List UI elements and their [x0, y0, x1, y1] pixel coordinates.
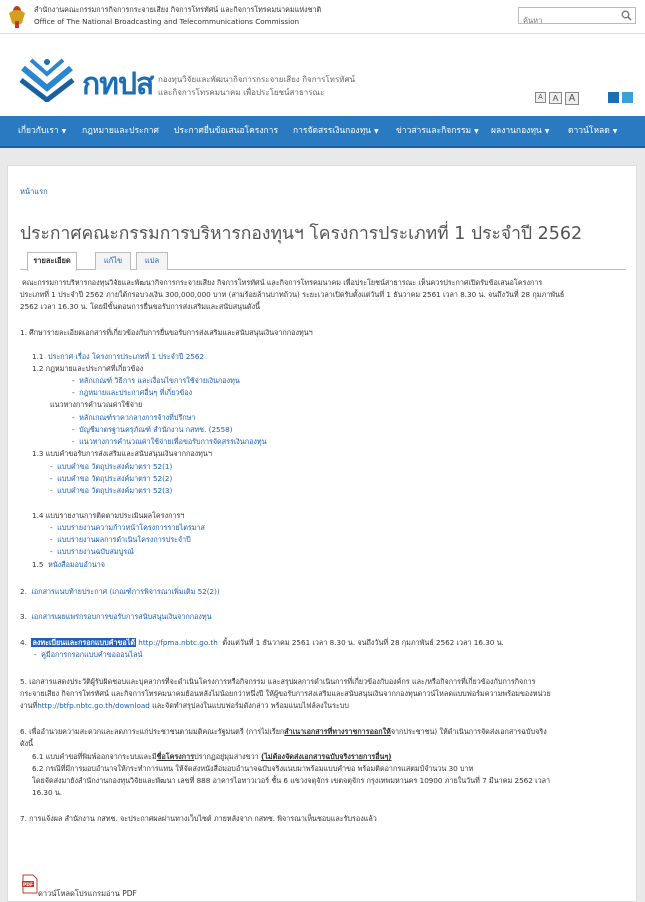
tab-translate[interactable]: แปล	[136, 252, 168, 270]
search-icon[interactable]	[621, 10, 632, 21]
chevron-down-icon: ▼	[61, 128, 67, 135]
section-1-heading: 1. ศึกษารายละเอียดเอกสารที่เกี่ยวข้องกับการยื่นขอรับการส่งเสริมและสนับสนุนเงินจากกองทุนฯ	[20, 328, 313, 337]
intro-line: 2562 เวลา 16.30 น. โดยมีขั้นตอนการยื่นขอรับการส่งเสริมและสนับสนุนดังนี้	[20, 302, 261, 311]
nav-item-works[interactable]: ผลงานกองทุน ▼	[491, 126, 550, 136]
link-form-52-3[interactable]: แบบคำขอ วัตถุประสงค์มาตรา 52(3)	[57, 486, 173, 495]
tab-edit[interactable]: แก้ไข	[95, 252, 131, 270]
list-item: - หลักเกณฑ์ วิธีการ และเงื่อนไขการใช้จ่ายเงินกองทุน	[72, 376, 240, 385]
list-item: - แบบคำขอ วัตถุประสงค์มาตรา 52(2)	[50, 474, 173, 483]
font-small-button[interactable]: A	[535, 92, 546, 103]
tagline-line-2: และกิจการโทรคมนาคม เพื่อประโยชน์สาธารณะ	[158, 88, 325, 97]
garuda-seal-icon	[7, 3, 27, 30]
link-online-manual[interactable]: คู่มือการกรอกแบบคำขอออนไลน์	[41, 650, 143, 659]
site-header	[0, 34, 645, 116]
section-5-line: กระจายเสียง กิจการโทรทัศน์ และกิจการโทรคมนาคมย้อนหลังไม่น้อยกว่าหนึ่งปี ให้ผู้ขอรับการส่งเสริมและสนับสนุนเงินจากกองทุนดาวน์โหลดแบบฟอร์มความพร้อมของหน่วย	[20, 689, 551, 698]
logo-text[interactable]: กทปส	[82, 67, 154, 102]
page-title: ประกาศคณะกรรมการบริหารกองทุนฯ โครงการประเภทที่ 1 ประจำปี 2562	[20, 224, 583, 244]
link-other-laws[interactable]: กฎหมายและประกาศอื่นๆ ที่เกี่ยวข้อง	[79, 388, 193, 397]
link-form-52-1[interactable]: แบบคำขอ วัตถุประสงค์มาตรา 52(1)	[57, 462, 173, 471]
link-power-of-attorney[interactable]: หนังสือมอบอำนาจ	[48, 560, 106, 569]
download-pdf-reader-link[interactable]: ดาวน์โหลดโปรแกรมอ่าน PDF	[38, 889, 137, 898]
chevron-down-icon: ▼	[544, 128, 550, 135]
search-input[interactable]	[519, 13, 619, 28]
link-consultant-price[interactable]: หลักเกณฑ์ราคากลางการจ้างที่ปรึกษา	[79, 413, 196, 422]
nav-item-about[interactable]: เกี่ยวกับเรา ▼	[18, 126, 67, 136]
nav-item-proposal[interactable]: ประกาศยื่นข้อเสนอโครงการ	[174, 126, 279, 136]
link-criteria[interactable]: หลักเกณฑ์ วิธีการ และเงื่อนไขการใช้จ่ายเงินกองทุน	[79, 376, 240, 385]
nav-item-news[interactable]: ข่าวสารและกิจกรรม ▼	[396, 126, 479, 136]
pdf-file-icon[interactable]	[22, 874, 38, 894]
section-7: 7. การแจ้งผล สำนักงาน กสทช. จะประกาศผลผ่านทางเว็บไซต์ ภายหลังจาก กสทช. พิจารณาเห็นชอบและรับรองแล้ว	[20, 814, 377, 823]
item-6-1: 6.1 แบบคำขอที่พิมพ์ออกจากระบบและมีชื่อโครงการปรากฏอยู่มุมล่างขวา (ไม่ต้องจัดส่งเอกสารฉบับจริงรายการอื่นๆ)	[32, 752, 392, 761]
theme-light-blue-button[interactable]	[622, 92, 633, 103]
link-fpma[interactable]: http://fpma.nbtc.go.th	[138, 638, 218, 647]
tab-bar	[20, 252, 626, 270]
theme-switcher	[608, 92, 633, 103]
intro-line: คณะกรรมการบริหารกองทุนวิจัยและพัฒนากิจการกระจายเสียง กิจการโทรทัศน์ และกิจการโทรคมนาคม เพื่อประโยชน์สาธารณะ เห็นควรประกาศเปิดรับข้อเสนอโครงการ	[22, 278, 543, 287]
section-6-line: 6. เพื่ออำนวยความสะดวกและลดภาระแก่ประชาชนตามมติคณะรัฐมนตรี (การไม่เรียกสำเนาเอกสารที่ทางราชการออกให้จากประชาชน) ให้ดำเนินการจัดส่งเอกสารฉบับจริง	[20, 727, 547, 736]
section-3: 3. เอกสารเผยแพร่กรอบการขอรับการสนับสนุนเงินจากกองทุน	[20, 612, 212, 621]
link-announcement[interactable]: ประกาศ เรื่อง โครงการประเภทที่ 1 ประจำปี 2562	[48, 352, 205, 361]
link-report-annual[interactable]: แบบรายงานผลการดำเนินโครงการประจำปี	[57, 535, 191, 544]
list-item: - แบบรายงานผลการดำเนินโครงการประจำปี	[50, 535, 191, 544]
list-item: - แบบคำขอ วัตถุประสงค์มาตรา 52(1)	[50, 462, 173, 471]
list-item: - กฎหมายและประกาศอื่นๆ ที่เกี่ยวข้อง	[72, 388, 193, 397]
section-5-line: 5. เอกสารแสดงประวัติผู้รับผิดชอบและบุคลากรที่จะดำเนินโครงการหรือกิจกรรม และสรุปผลการดำเนินการที่เกี่ยวข้องกับองค์กร และ/หรือกิจการที่เกี่ยวข้องกับการกิจการ	[20, 677, 536, 686]
chevron-down-icon: ▼	[612, 128, 618, 135]
item-1-3: 1.3 แบบคำขอรับการส่งเสริมและสนับสนุนเงินจากกองทุนฯ	[32, 449, 212, 458]
link-attachment[interactable]: เอกสารแนบท้ายประกาศ	[31, 587, 108, 596]
link-register-highlight[interactable]: ลงทะเบียนและกรอกแบบคำขอได้	[32, 638, 135, 647]
section-5-line: งานที่http://btfp.nbtc.go.th/download และจัดทำสรุปลงในแบบฟอร์มดังกล่าว พร้อมแนบไฟล์ลงในระบบ	[20, 701, 349, 710]
top-bar	[0, 0, 645, 34]
intro-line: ประเภทที่ 1 ประจำปี 2562 ภายใต้กรอบวงเงิน 300,000,000 บาท (สามร้อยล้านบาทถ้วน) ระยะเวลาเปิดรับตั้งแต่วันที่ 1 ธันวาคม 2561 เวลา 8.30 น. จนถึงวันที่ 28 กุมภาพันธ์	[20, 290, 565, 299]
theme-dark-blue-button[interactable]	[608, 92, 619, 103]
tab-details[interactable]: รายละเอียด	[27, 252, 77, 271]
link-form-52-2[interactable]: แบบคำขอ วัตถุประสงค์มาตรา 52(2)	[57, 474, 173, 483]
chevron-down-icon: ▼	[474, 128, 479, 135]
font-large-button[interactable]: A	[565, 92, 579, 105]
logo-icon[interactable]	[19, 58, 75, 102]
list-item: - แบบรายงานความก้าวหน้าโครงการรายไตรมาส	[50, 523, 205, 532]
guide-heading: แนวทางการคำนวณค่าใช้จ่าย	[50, 400, 143, 409]
link-cost-guide[interactable]: แนวทางการคำนวณค่าใช้จ่ายเพื่อขอรับการจัดสรรเงินกองทุน	[79, 437, 267, 446]
list-item: - คู่มือการกรอกแบบคำขอออนไลน์	[34, 650, 143, 659]
nav-item-law[interactable]: กฎหมายและประกาศ	[82, 126, 159, 136]
item-6-3: 16.30 น.	[32, 788, 63, 797]
link-report-final[interactable]: แบบรายงานฉบับสมบูรณ์	[57, 547, 134, 556]
chevron-down-icon: ▼	[374, 128, 379, 135]
breadcrumb-home[interactable]: หน้าแรก	[20, 187, 48, 196]
tagline-line-1: กองทุนวิจัยและพัฒนากิจการกระจายเสียง กิจการโทรทัศน์	[158, 75, 356, 84]
list-item: - แบบรายงานฉบับสมบูรณ์	[50, 547, 134, 556]
section-6-line: ดังนี้	[20, 739, 34, 748]
item-1-2: 1.2 กฎหมายและประกาศที่เกี่ยวข้อง	[32, 364, 144, 373]
font-medium-button[interactable]: A	[549, 92, 562, 104]
link-btfp-download[interactable]: http://btfp.nbtc.go.th/download	[37, 701, 150, 710]
item-6-3: โดยจัดส่งมายังสำนักงานกองทุนวิจัยและพัฒนา เลขที่ 888 อาคารไอทาวเวอร์ ชั้น 6 แขวงจตุจักร เขตจตุจักร กรุงเทพมหานคร 10900 ภายในวันที่ 7 มีนาคม 2562 เวลา	[32, 776, 551, 785]
item-1-5: 1.5 หนังสือมอบอำนาจ	[32, 560, 106, 569]
link-equipment-standard[interactable]: บัญชีมาตรฐานครุภัณฑ์ สำนักงาน กสทช. (2558)	[79, 425, 233, 434]
search-box[interactable]	[518, 7, 636, 24]
item-6-2: 6.2 กรณีที่มีการมอบอำนาจให้กระทำการแทน ให้จัดส่งหนังสือมอบอำนาจฉบับจริงแนบมาพร้อมแบบคำขอ พร้อมติดอากรแสตมป์จำนวน 30 บาท	[32, 764, 474, 773]
nav-item-download[interactable]: ดาวน์โหลด ▼	[568, 126, 618, 136]
list-item: - แนวทางการคำนวณค่าใช้จ่ายเพื่อขอรับการจัดสรรเงินกองทุน	[72, 437, 267, 446]
link-framework[interactable]: เอกสารเผยแพร่กรอบการขอรับการสนับสนุนเงินจากกองทุน	[31, 612, 212, 621]
item-1-1: 1.1 ประกาศ เรื่อง โครงการประเภทที่ 1 ประจำปี 2562	[32, 352, 205, 361]
section-2: 2. เอกสารแนบท้ายประกาศ (เกณฑ์การพิจารณาเพิ่มเติม 52(2))	[20, 587, 220, 596]
link-extra-criteria[interactable]: (เกณฑ์การพิจารณาเพิ่มเติม 52(2))	[109, 587, 220, 596]
content-card	[7, 165, 637, 902]
list-item: - บัญชีมาตรฐานครุภัณฑ์ สำนักงาน กสทช. (2558)	[72, 425, 233, 434]
item-1-4: 1.4 แบบรายงานการติดตามประเมินผลโครงการฯ	[32, 511, 185, 520]
svg-text:PDF: PDF	[23, 883, 34, 888]
nav-item-allocation[interactable]: การจัดสรรเงินกองทุน ▼	[293, 126, 379, 136]
main-nav	[0, 116, 645, 148]
list-item: - แบบคำขอ วัตถุประสงค์มาตรา 52(3)	[50, 486, 173, 495]
list-item: - หลักเกณฑ์ราคากลางการจ้างที่ปรึกษา	[72, 413, 196, 422]
link-report-quarterly[interactable]: แบบรายงานความก้าวหน้าโครงการรายไตรมาส	[57, 523, 205, 532]
org-name-english: Office of The National Broadcasting and Telecommunications Commission	[34, 17, 300, 26]
section-4: 4. ลงทะเบียนและกรอกแบบคำขอได้ http://fpma.nbtc.go.th ตั้งแต่วันที่ 1 ธันวาคม 2561 เวลา 8.30 น. จนถึงวันที่ 28 กุมภาพันธ์ 2562 เวลา 16.30 น.	[20, 638, 504, 647]
org-name-thai: สำนักงานคณะกรรมการกิจการกระจายเสียง กิจการโทรทัศน์ และกิจการโทรคมนาคมแห่งชาติ	[34, 5, 322, 14]
font-size-controls	[535, 92, 579, 105]
